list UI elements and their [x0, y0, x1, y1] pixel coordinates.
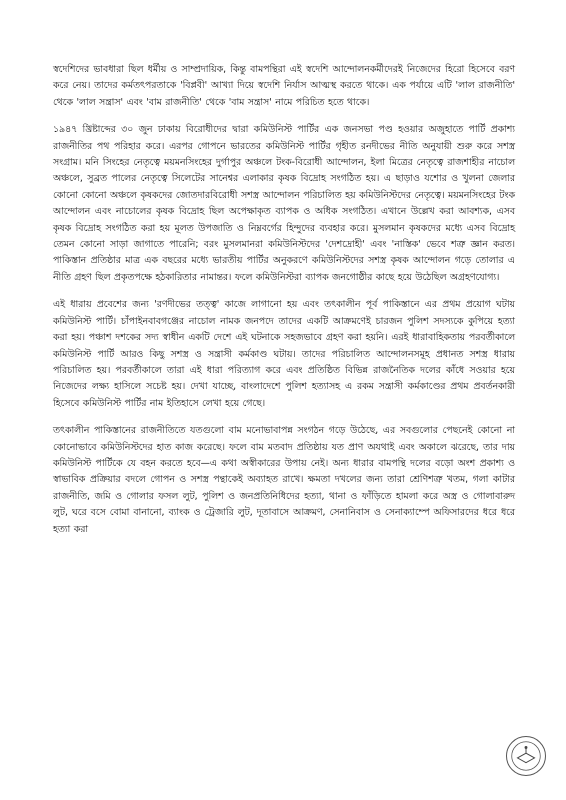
paragraph-3: এই ধারায় প্রবেশের জন্য 'রণদীভের তত্ত্ব' কাজে লাগানো হয় এবং তৎকালীন পূর্ব পাকিস্তানে এর প্রথম প্রয়োগ ঘটায় কমিউনিস্ট পার্টি। চাঁপাইনবাবগঞ্জের নাচোল নামক জনপদে তাদের একটি আক্রমণেই চারজন পুলিশ সদস্যকে কুপিয়ে হত্যা করা হয়। পঞ্চাশ দশকের সদ্য স্বাধীন একটি দেশে এই ঘটনাকে সহজভাবে গ্রহণ করা হয়নি। এরই ধারাবাহিকতায় পরবর্তীকালে কমিউনিস্ট পার্টি আরও কিছু সশস্ত্র ও সন্ত্রাসী কর্মকাণ্ড ঘটায়। তাদের পরিচালিত আন্দোলনসমূহ প্রধানত সশস্ত্র ধারায় পরিচালিত হয়। পরবর্তীকালে তারা এই ধারা পরিত্যাগ করে এবং প্রতিষ্ঠিত বিভিন্ন রাজনৈতিক দলের কাঁধে সওয়ার হয়ে নিজেদের লক্ষ্য হাসিলে সচেষ্ট হয়। দেখা যাচ্ছে, বাংলাদেশে পুলিশ হত্যাসহ এ রকম সন্ত্রাসী কর্মকাণ্ডের প্রথম প্রবর্তনকারী হিসেবে কমিউনিস্ট পার্টির নাম ইতিহাসে লেখা হয়ে গেছে।: [53, 299, 515, 409]
publisher-seal-icon: [506, 736, 546, 776]
paragraph-2: ১৯৪৭ খ্রিষ্টাব্দের ৩০ জুন ঢাকায় বিরোধীদের দ্বারা কমিউনিস্ট পার্টির এক জনসভা পণ্ড হওয়ার অজুহাতে পার্টি প্রকাশ্য রাজনীতির পথ পরিহার করে। এরপর গোপনে ভারতের কমিউনিস্ট পার্টির গৃহীত রনদীভের নীতি অনুযায়ী শুরু করে সশস্ত্র সংগ্রাম। মনি সিংহের নেতৃত্বে ময়মনসিংহের দুর্গাপুর অঞ্চলে টংক-বিরোধী আন্দোলন, ইলা মিত্রের নেতৃত্বে রাজশাহীর নাচোল অঞ্চলে, সুব্রত পালের নেতৃত্বে সিলেটের সানেশ্বর এলাকার কৃষক বিদ্রোহ সংগঠিত হয়। এ ছাড়াও যশোর ও খুলনা জেলার কোনো কোনো অঞ্চলে কৃষকদের জোতদারবিরোধী সশস্ত্র আন্দোলন পরিচালিত হয় কমিউনিস্টদের নেতৃত্বে। ময়মনসিংহের টংক আন্দোলন এবং নাচোলের কৃষক বিদ্রোহ ছিল অপেক্ষাকৃত ব্যাপক ও অধিক সংগঠিত। এখানে উল্লেখ করা আবশ্যক, এসব কৃষক বিদ্রোহ সংগঠিত করা হয় মূলত উপজাতি ও নিম্নবর্গের হিন্দুদের ব্যবহার করে। মুসলমান কৃষকদের মধ্যে এসব বিদ্রোহ তেমন কোনো সাড়া জাগাতে পারেনি; বরং মুসলমানরা কমিউনিস্টদের 'দেশদ্রোহী' এবং 'নাস্তিক' ভেবে শত্রু জ্ঞান করত। পাকিস্তান প্রতিষ্ঠার মাত্র এক বছরের মধ্যে ভারতীয় পার্টির অনুকরণে কমিউনিস্টদের সশস্ত্র কৃষক আন্দোলন গড়ে তোলার এ নীতি গ্রহণ ছিল প্রকৃতপক্ষে হঠকারিতার নামান্তর। ফলে কমিউনিস্টরা ব্যাপক জনগোষ্ঠীর কাছে হয়ে উঠেছিল অগ্রহণযোগ্য।: [53, 124, 515, 283]
document-page: [53, 62, 515, 549]
paragraph-4: তৎকালীন পাকিস্তানের রাজনীতিতে যতগুলো বাম মনোভাবাপন্ন সংগঠন গড়ে উঠেছে, এর সবগুলোর পেছনেই কোনো না কোনোভাবে কমিউনিস্টদের হাত কাজ করেছে। ফলে বাম মতবাদ প্রতিষ্ঠায় যত প্রাণ অযথাই এবং অকালে ঝরেছে, তার দায় কমিউনিস্ট পার্টিকে যে বহন করতে হবে—এ কথা অস্বীকারের উপায় নেই। অন্য ধারার বামপন্থি দলের বড়ো অংশ প্রকাশ্য ও স্বাভাবিক প্রক্রিয়ার বদলে গোপন ও সশস্ত্র পন্থাকেই অব্যাহত রাখে। ক্ষমতা দখলের জন্য তারা শ্রেণিশত্রু খতম, গলা কাটার রাজনীতি, জমি ও গোলার ফসল লুট, পুলিশ ও জনপ্রতিনিধিদের হত্যা, থানা ও ফাঁড়িতে হামলা করে অস্ত্র ও গোলাবারুদ লুট, ঘরে বসে বোমা বানানো, ব্যাংক ও ট্রেজারি লুট, দূতাবাসে আক্রমণ, সেনানিবাস ও সেনাক্যাম্পে অফিসারদের ধরে ধরে হত্যা করা: [53, 425, 515, 535]
paragraph-1: স্বদেশিদের ভাবধারা ছিল ধর্মীয় ও সাম্প্রদায়িক, কিন্তু বামপন্থিরা এই স্বদেশি আন্দোলনকর্মীদেরই নিজেদের হিরো হিসেবে বরণ করে নেয়। তাদের কর্মতৎপরতাকে 'বিপ্লবী' আখ্যা দিয়ে স্বদেশি নির্যাস আত্মস্থ করতে থাকে। এক পর্যায়ে এটি 'লাল রাজনীতি' থেকে 'লাল সন্ত্রাস' এবং 'বাম রাজনীতি' থেকে 'বাম সন্ত্রাস' নামে পরিচিত হতে থাকে।: [53, 64, 515, 108]
